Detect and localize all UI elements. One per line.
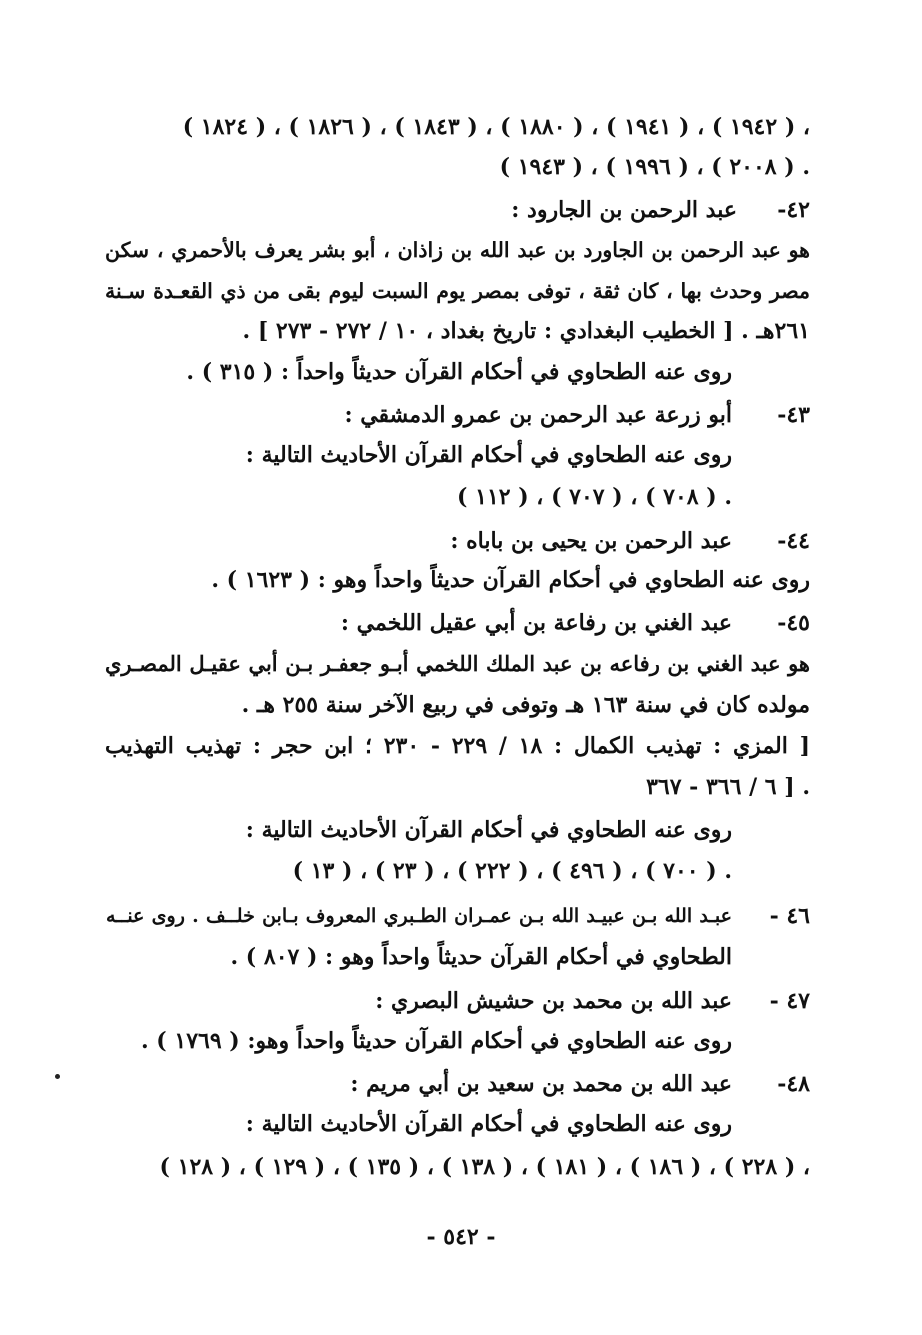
entry-narration-line: روى عنه الطحاوي في أحكام القرآن حديثاً واحداً وهو : ( ١٦٢٣ ) . xyxy=(211,567,810,593)
entry-number: ٤٥- xyxy=(777,610,810,636)
entry-narration-line: روى عنه الطحاوي في أحكام القرآن الأحاديث التالية : xyxy=(245,1111,732,1137)
entry-citation-line: [ المزي : تهذيب الكمال : ١٨ / ٢٢٩ - ٢٣٠ ؛ ابن حجر : تهذيب التهذيب xyxy=(105,733,810,759)
reference-list-line: ( ١٢٨ ) ، ( ١٢٩ ) ، ( ١٣٥ ) ، ( ١٣٨ ) ، ( ١٨١ ) ، ( ١٨٦ ) ، ( ٢٢٨ ) ، xyxy=(159,1154,810,1180)
entry-body-line: هو عبد الرحمن بن الجاورد بن عبد الله بن زاذان ، أبو بشر يعرف بالأحمري ، سكن xyxy=(105,238,810,262)
entry-citation-line: ٦ / ٣٦٦ - ٣٦٧ ] . xyxy=(646,774,810,800)
entry-citation-line: ٢٦١هـ . [ الخطيب البغدادي : تاريخ بغداد ، ١٠ / ٢٧٢ - ٢٧٣ ] . xyxy=(242,318,810,344)
entry-narration-line: روى عنه الطحاوي في أحكام القرآن حديثاً واحداً وهو: ( ١٧٦٩ ) . xyxy=(140,1028,732,1054)
entry-body-line: مولده كان في سنة ١٦٣ هـ وتوفى في ربيع الآخر سنة ٢٥٥ هـ . xyxy=(241,692,810,718)
entry-body-line: عبـد الله بـن عبيـد الله بـن عمـران الطـبري المعروف بـابن خلــف . روى عنــه xyxy=(106,905,732,927)
page-number: - ٥٤٢ - xyxy=(426,1224,496,1250)
entry-number: ٤٨- xyxy=(777,1071,810,1097)
entry-title: عبد الله بن محمد بن سعيد بن أبي مريم : xyxy=(350,1071,732,1097)
entry-number: ٤٢- xyxy=(777,197,810,223)
entry-title: أبو زرعة عبد الرحمن بن عمرو الدمشقي : xyxy=(344,402,732,428)
entry-title: عبد الله بن محمد بن حشيش البصري : xyxy=(375,988,732,1014)
entry-title: عبد الغني بن رفاعة بن أبي عقيل اللخمي : xyxy=(340,610,732,636)
reference-list-line: ( ١٨٢٤ ) ، ( ١٨٢٦ ) ، ( ١٨٤٣ ) ، ( ١٨٨٠ ) ، ( ١٩٤١ ) ، ( ١٩٤٢ ) ، xyxy=(182,114,810,140)
entry-narration-line: روى عنه الطحاوي في أحكام القرآن الأحاديث التالية : xyxy=(245,817,732,843)
reference-list-line: ( ١١٢ ) ، ( ٧٠٧ ) ، ( ٧٠٨ ) . xyxy=(457,484,732,510)
entry-title: عبد الرحمن بن الجارود : xyxy=(511,197,737,223)
entry-number: ٤٧ - xyxy=(769,988,810,1014)
entry-narration-line: روى عنه الطحاوي في أحكام القرآن الأحاديث التالية : xyxy=(245,442,732,468)
reference-list-line: ( ١٣ ) ، ( ٢٣ ) ، ( ٢٢٢ ) ، ( ٤٩٦ ) ، ( ٧٠٠ ) . xyxy=(292,858,732,884)
entry-number: ٤٤- xyxy=(777,528,810,554)
entry-number: ٤٦ - xyxy=(769,903,810,929)
entry-body-line: هو عبد الغني بن رفاعه بن عبد الملك اللخمي أبـو جعفـر بـن أبي عقيـل المصـري xyxy=(105,651,810,676)
reference-list-line: ( ١٩٤٣ ) ، ( ١٩٩٦ ) ، ( ٢٠٠٨ ) . xyxy=(499,154,810,180)
entry-number: ٤٣- xyxy=(777,402,810,428)
entry-body-line: مصر وحدث بها ، كان ثقة ، توفى بمصر يوم السبت ليوم بقى من ذي القعـدة سـنة xyxy=(105,279,810,303)
page-speck xyxy=(55,1074,60,1079)
entry-narration-line: الطحاوي في أحكام القرآن حديثاً واحداً وهو : ( ٨٠٧ ) . xyxy=(230,944,732,970)
entry-narration-line: روى عنه الطحاوي في أحكام القرآن حديثاً واحداً : ( ٣١٥ ) . xyxy=(186,359,732,385)
entry-title: عبد الرحمن بن يحيى بن باباه : xyxy=(450,528,732,554)
